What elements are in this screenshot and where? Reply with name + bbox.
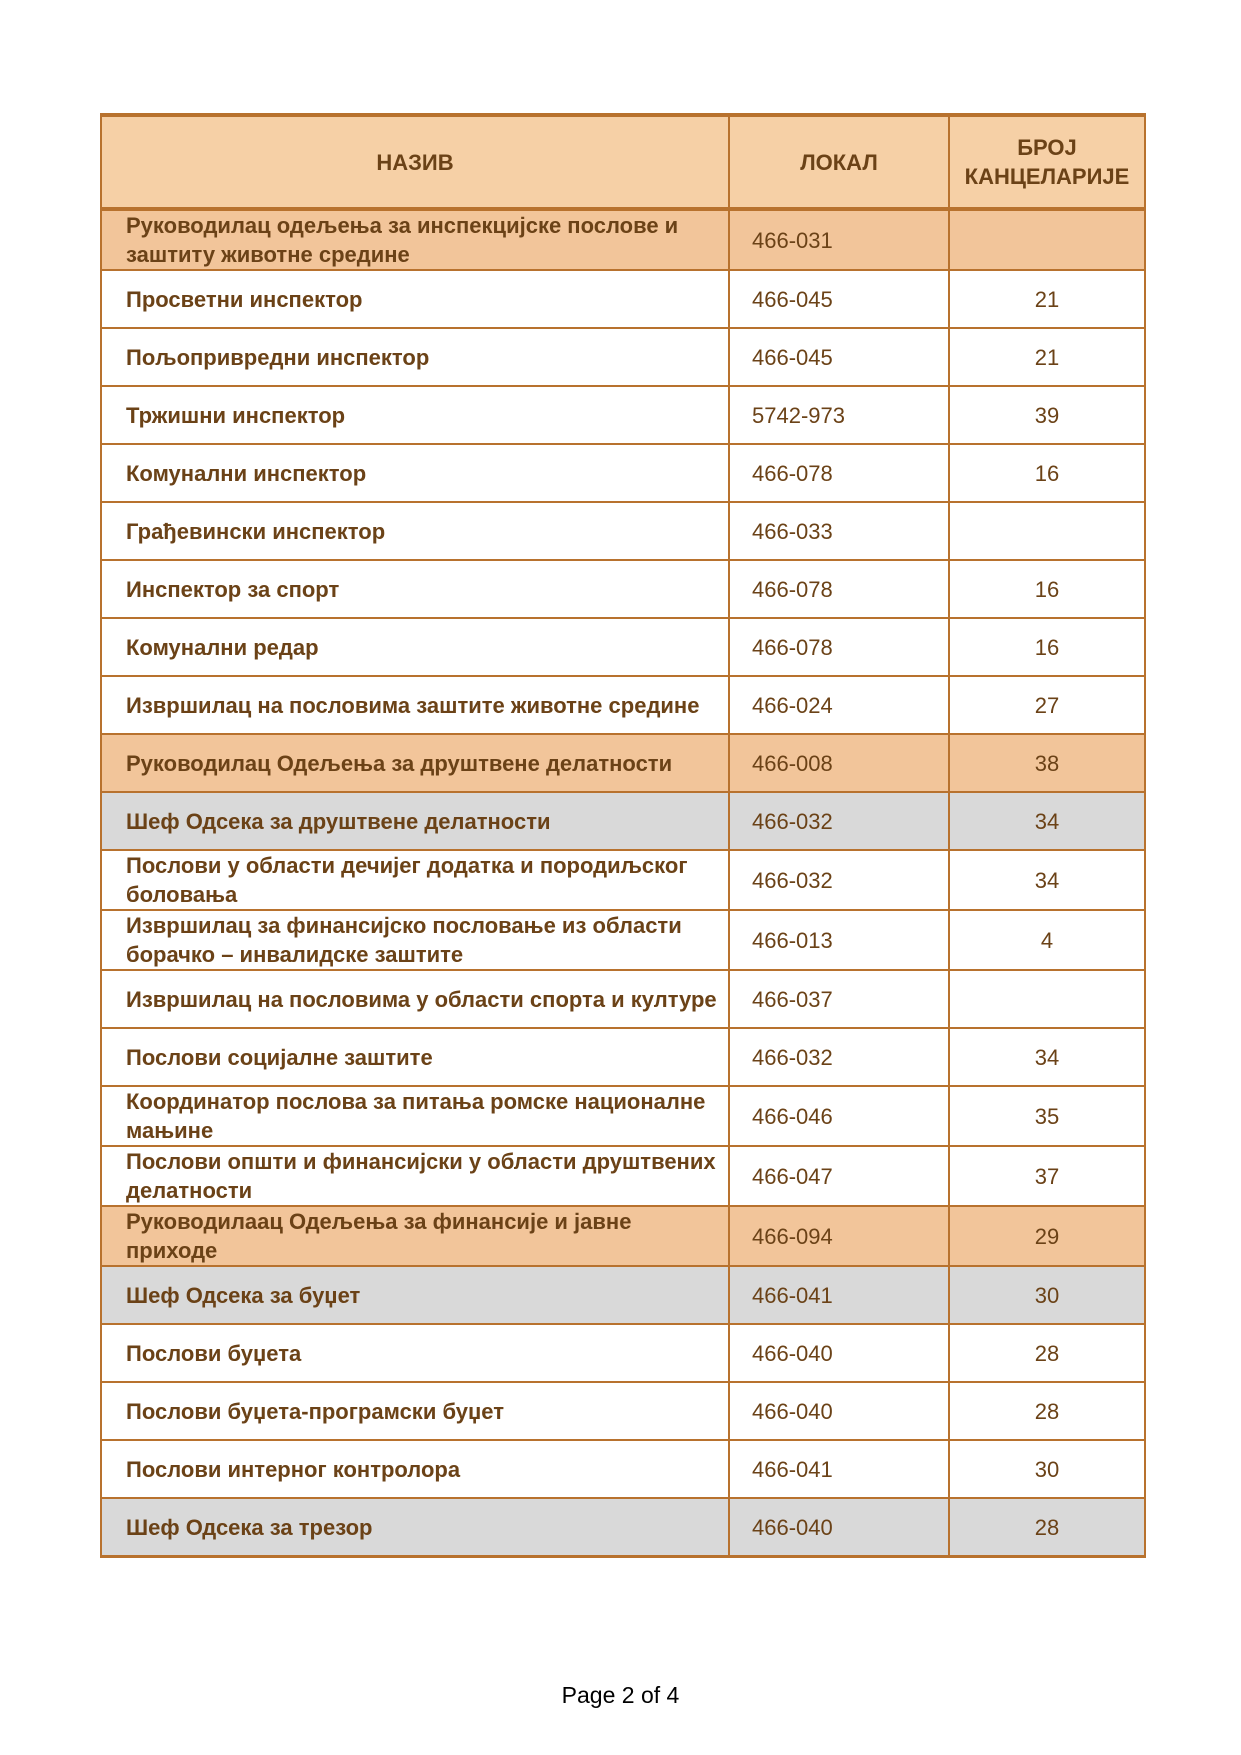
table-row xyxy=(101,1206,1145,1266)
header-office xyxy=(949,115,1145,209)
cell-office: 4 xyxy=(949,910,1145,970)
cell-office: 30 xyxy=(949,1440,1145,1498)
cell-office xyxy=(949,502,1145,560)
table-row xyxy=(101,1382,1145,1440)
header-office-line2: КАНЦЕЛАРИЈЕ xyxy=(964,164,1130,189)
table-row xyxy=(101,970,1145,1028)
cell-office: 30 xyxy=(949,1266,1145,1324)
cell-office: 16 xyxy=(949,560,1145,618)
cell-name: Комунални редар xyxy=(101,618,729,676)
cell-office xyxy=(949,970,1145,1028)
cell-extension: 466-046 xyxy=(729,1086,949,1146)
cell-name: Тржишни инспектор xyxy=(101,386,729,444)
cell-name: Извршилац за финансијско пословање из области борачко – инвалидске заштите xyxy=(101,910,729,970)
cell-name: Шеф Одсека за буџет xyxy=(101,1266,729,1324)
cell-office: 34 xyxy=(949,1028,1145,1086)
cell-extension: 466-013 xyxy=(729,910,949,970)
table-row xyxy=(101,734,1145,792)
table-row xyxy=(101,1440,1145,1498)
cell-extension: 5742-973 xyxy=(729,386,949,444)
table-row xyxy=(101,1086,1145,1146)
table-body xyxy=(101,209,1145,1557)
cell-name: Послови у области дечијег додатка и породиљског боловања xyxy=(101,850,729,910)
cell-office: 21 xyxy=(949,270,1145,328)
table-row xyxy=(101,618,1145,676)
cell-extension: 466-078 xyxy=(729,618,949,676)
cell-name: Руководилаац Одељења за финансије и јавне приходе xyxy=(101,1206,729,1266)
cell-name: Извршилац на пословима у области спорта и културе xyxy=(101,970,729,1028)
header-row xyxy=(101,115,1145,209)
cell-extension: 466-031 xyxy=(729,209,949,270)
cell-extension: 466-078 xyxy=(729,444,949,502)
cell-office: 34 xyxy=(949,792,1145,850)
cell-name: Послови интерног контролора xyxy=(101,1440,729,1498)
cell-office: 16 xyxy=(949,618,1145,676)
cell-extension: 466-037 xyxy=(729,970,949,1028)
cell-office: 34 xyxy=(949,850,1145,910)
cell-office: 38 xyxy=(949,734,1145,792)
cell-name: Руководилац Одељења за друштвене делатности xyxy=(101,734,729,792)
cell-name: Послови општи и финансијски у области друштвених делатности xyxy=(101,1146,729,1206)
cell-name: Послови буџета xyxy=(101,1324,729,1382)
cell-name: Координатор послова за питања ромске националне мањине xyxy=(101,1086,729,1146)
cell-name: Шеф Одсека за трезор xyxy=(101,1498,729,1557)
cell-office: 39 xyxy=(949,386,1145,444)
table-header xyxy=(101,115,1145,209)
cell-extension: 466-094 xyxy=(729,1206,949,1266)
cell-office: 28 xyxy=(949,1498,1145,1557)
table-row xyxy=(101,270,1145,328)
cell-name: Просветни инспектор xyxy=(101,270,729,328)
cell-name: Послови социјалне заштите xyxy=(101,1028,729,1086)
cell-office: 29 xyxy=(949,1206,1145,1266)
table-row xyxy=(101,209,1145,270)
page-number: Page 2 of 4 xyxy=(561,1682,680,1708)
contacts-table xyxy=(100,113,1146,1558)
cell-extension: 466-040 xyxy=(729,1324,949,1382)
table-row xyxy=(101,1028,1145,1086)
cell-name: Руководилац одељења за инспекцијске послове и заштиту животне средине xyxy=(101,209,729,270)
cell-extension: 466-041 xyxy=(729,1266,949,1324)
table-row xyxy=(101,792,1145,850)
header-office-line1: БРОЈ xyxy=(1017,135,1077,160)
table-row xyxy=(101,328,1145,386)
cell-office: 16 xyxy=(949,444,1145,502)
cell-name: Послови буџета-програмски буџет xyxy=(101,1382,729,1440)
table-row xyxy=(101,444,1145,502)
cell-extension: 466-008 xyxy=(729,734,949,792)
cell-extension: 466-033 xyxy=(729,502,949,560)
cell-office: 35 xyxy=(949,1086,1145,1146)
cell-extension: 466-047 xyxy=(729,1146,949,1206)
cell-office: 28 xyxy=(949,1382,1145,1440)
table-row xyxy=(101,1266,1145,1324)
cell-extension: 466-032 xyxy=(729,850,949,910)
table-row xyxy=(101,1498,1145,1557)
cell-name: Комунални инспектор xyxy=(101,444,729,502)
cell-extension: 466-078 xyxy=(729,560,949,618)
cell-office: 28 xyxy=(949,1324,1145,1382)
cell-name: Пољопривредни инспектор xyxy=(101,328,729,386)
cell-name: Грађевински инспектор xyxy=(101,502,729,560)
cell-office: 37 xyxy=(949,1146,1145,1206)
cell-extension: 466-040 xyxy=(729,1498,949,1557)
table-row xyxy=(101,1146,1145,1206)
table-row xyxy=(101,676,1145,734)
table-row xyxy=(101,1324,1145,1382)
cell-office xyxy=(949,209,1145,270)
table-row xyxy=(101,502,1145,560)
table-row xyxy=(101,560,1145,618)
cell-extension: 466-045 xyxy=(729,270,949,328)
cell-extension: 466-032 xyxy=(729,792,949,850)
table-row xyxy=(101,850,1145,910)
header-extension: ЛОКАЛ xyxy=(729,115,949,209)
cell-name: Инспектор за спорт xyxy=(101,560,729,618)
cell-name: Шеф Одсека за друштвене делатности xyxy=(101,792,729,850)
header-name: НАЗИВ xyxy=(101,115,729,209)
cell-extension: 466-040 xyxy=(729,1382,949,1440)
cell-name: Извршилац на пословима заштите животне средине xyxy=(101,676,729,734)
cell-extension: 466-041 xyxy=(729,1440,949,1498)
cell-extension: 466-032 xyxy=(729,1028,949,1086)
table-row xyxy=(101,910,1145,970)
table-row xyxy=(101,386,1145,444)
cell-extension: 466-024 xyxy=(729,676,949,734)
cell-office: 21 xyxy=(949,328,1145,386)
cell-office: 27 xyxy=(949,676,1145,734)
cell-extension: 466-045 xyxy=(729,328,949,386)
